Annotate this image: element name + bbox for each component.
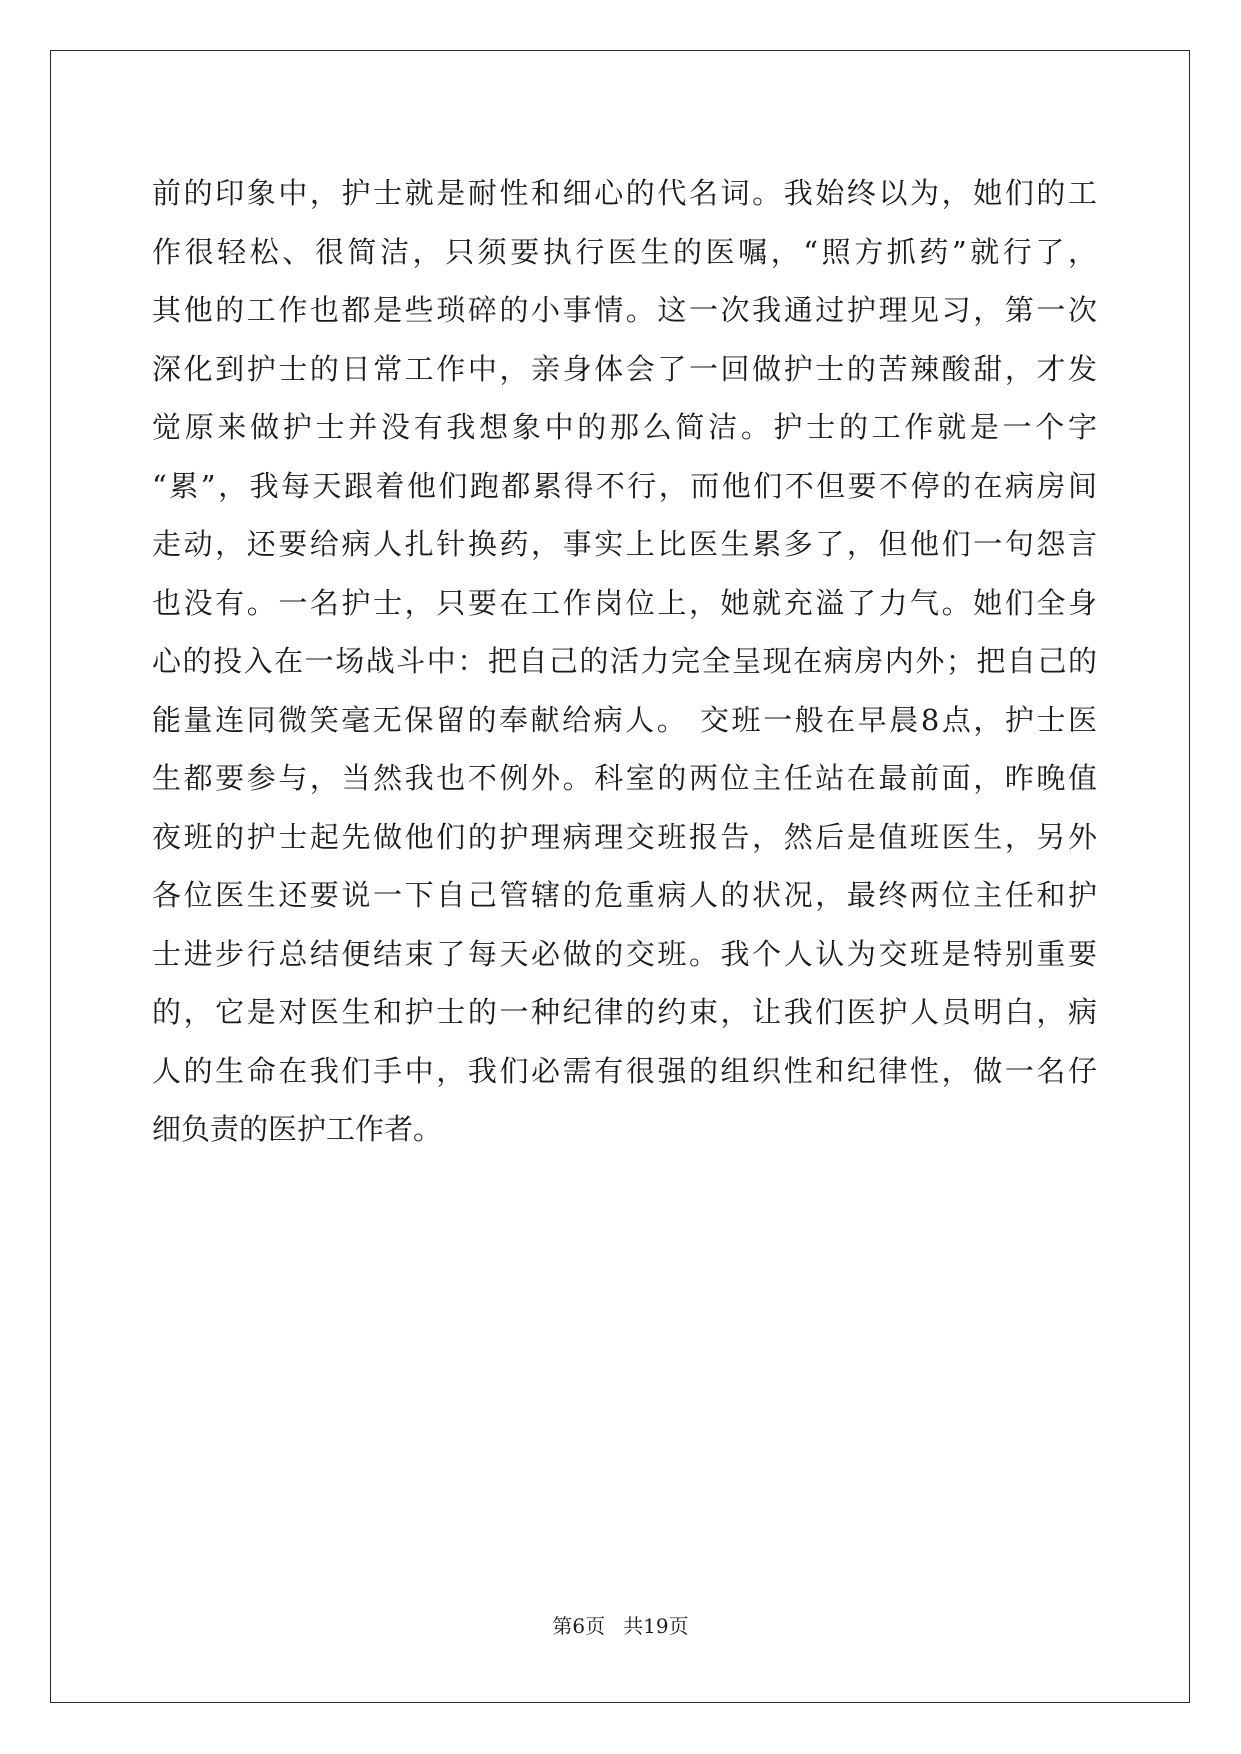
text-line-4: 深化到护士的日常工作中，亲身体会了一回做护士的苦辣酸甜，才发 — [152, 351, 1097, 386]
text-line-15: 的，它是对医生和护士的一种纪律的约束，让我们医护人员明白，病 — [152, 995, 1097, 1029]
text-line-5: 觉原来做护士并没有我想象中的那么简洁。护士的工作就是一个字 — [152, 410, 1097, 444]
body-paragraph — [152, 164, 1097, 1159]
text-line-17: 细负责的医护工作者。 — [152, 1112, 443, 1146]
page-number: 第6页 — [552, 1614, 606, 1638]
text-line-3: 其他的工作也都是些琐碎的小事情。这一次我通过护理见习，第一次 — [152, 293, 1097, 327]
page-total: 共19页 — [623, 1614, 689, 1638]
text-line-2: 作很轻松、很简洁，只须要执行医生的医嘱，“照方抓药”就行了， — [152, 234, 1097, 269]
text-line-11: 生都要参与，当然我也不例外。科室的两位主任站在最前面，昨晚值 — [152, 761, 1097, 795]
text-line-14: 士进步行总结便结束了每天必做的交班。我个人认为交班是特别重要 — [152, 936, 1097, 971]
text-line-7: 走动，还要给病人扎针换药，事实上比医生累多了，但他们一句怨言 — [152, 527, 1097, 561]
text-line-1: 前的印象中，护士就是耐性和细心的代名词。我始终以为，她们的工 — [152, 176, 1097, 210]
text-line-9: 心的投入在一场战斗中：把自己的活力完全呈现在病房内外；把自己的 — [152, 644, 1097, 678]
text-line-10: 能量连同微笑毫无保留的奉献给病人。 交班一般在早晨8点，护士医 — [152, 702, 1097, 737]
text-line-8: 也没有。一名护士，只要在工作岗位上，她就充溢了力气。她们全身 — [152, 585, 1097, 620]
text-line-6: “累”，我每天跟着他们跑都累得不行，而他们不但要不停的在病房间 — [152, 468, 1097, 503]
text-line-13: 各位医生还要说一下自己管辖的危重病人的状况，最终两位主任和护 — [152, 878, 1097, 912]
page-footer — [0, 1610, 1241, 1639]
text-line-12: 夜班的护士起先做他们的护理病理交班报告，然后是值班医生，另外 — [152, 819, 1097, 854]
text-line-16: 人的生命在我们手中，我们必需有很强的组织性和纪律性，做一名仔 — [152, 1053, 1097, 1088]
